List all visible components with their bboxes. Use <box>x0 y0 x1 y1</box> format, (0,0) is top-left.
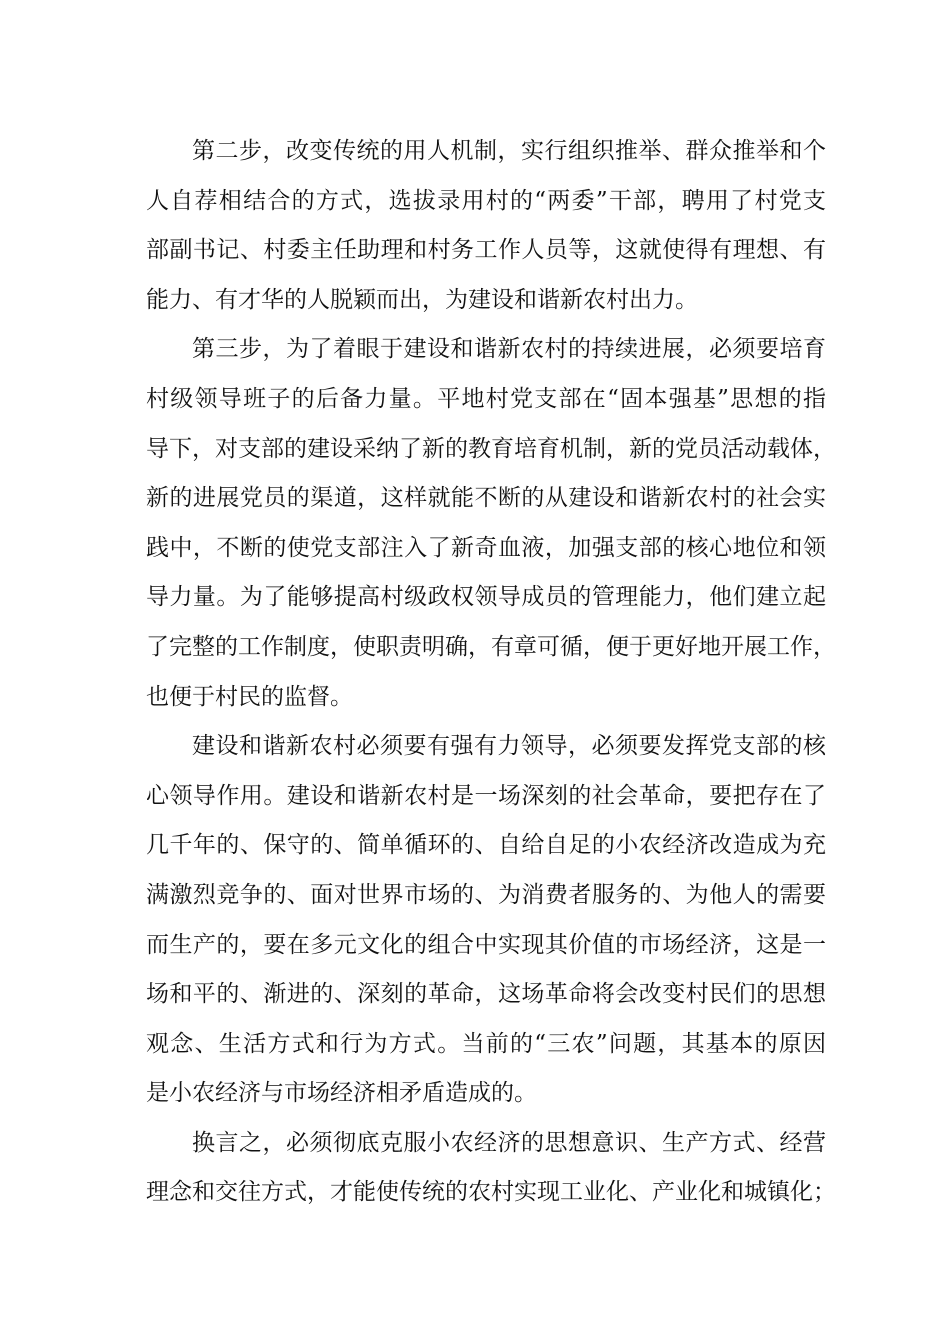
paragraph-1-line-2: 人自荐相结合的方式，选拔录用村的“两委”干部，聘用了村党支 <box>146 187 826 214</box>
paragraph-3-line-5: 而生产的，要在多元文化的组合中实现其价值的市场经济，这是一 <box>146 931 826 958</box>
paragraph-2-line-8: 也便于村民的监督。 <box>146 683 353 710</box>
paragraph-1-line-3: 部副书记、村委主任助理和村务工作人员等，这就使得有理想、有 <box>146 237 826 264</box>
paragraph-2-line-6: 导力量。为了能够提高村级政权领导成员的管理能力，他们建立起 <box>146 584 826 611</box>
body-text <box>146 127 836 1218</box>
paragraph-3-line-1: 建设和谐新农村必须要有强有力领导，必须要发挥党支部的核 <box>192 733 826 760</box>
paragraph-2-line-4: 新的进展党员的渠道，这样就能不断的从建设和谐新农村的社会实 <box>146 485 826 512</box>
paragraph-2-line-5: 践中，不断的使党支部注入了新奇血液，加强支部的核心地位和领 <box>146 534 826 561</box>
paragraph-3-line-4: 满激烈竞争的、面对世界市场的、为消费者服务的、为他人的需要 <box>146 881 826 908</box>
paragraph-1-line-1: 第二步，改变传统的用人机制，实行组织推举、群众推举和个 <box>192 138 826 164</box>
paragraph-4-line-1: 换言之，必须彻底克服小农经济的思想意识、生产方式、经营 <box>192 1129 826 1156</box>
paragraph-3-line-3: 几千年的、保守的、简单循环的、自给自足的小农经济改造成为充 <box>146 832 826 859</box>
paragraph-3-line-7: 观念、生活方式和行为方式。当前的“三农”问题，其基本的原因 <box>146 1030 826 1057</box>
paragraph-2-line-7: 了完整的工作制度，使职责明确，有章可循，便于更好地开展工作， <box>146 633 836 660</box>
paragraph-1-line-4: 能力、有才华的人脱颖而出，为建设和谐新农村出力。 <box>146 286 698 313</box>
paragraph-3-line-8: 是小农经济与市场经济相矛盾造成的。 <box>146 1080 537 1107</box>
paragraph-2-line-2: 村级领导班子的后备力量。平地村党支部在“固本强基”思想的指 <box>146 385 826 412</box>
paragraph-4-line-2: 理念和交往方式，才能使传统的农村实现工业化、产业化和城镇化； <box>146 1179 836 1206</box>
paragraph-3-line-6: 场和平的、渐进的、深刻的革命，这场革命将会改变村民们的思想 <box>146 981 826 1008</box>
paragraph-3-line-2: 心领导作用。建设和谐新农村是一场深刻的社会革命，要把存在了 <box>146 782 826 809</box>
paragraph-2-line-3: 导下，对支部的建设采纳了新的教育培育机制，新的党员活动载体， <box>146 435 836 462</box>
paragraph-2-line-1: 第三步，为了着眼于建设和谐新农村的持续进展，必须要培育 <box>192 336 826 363</box>
